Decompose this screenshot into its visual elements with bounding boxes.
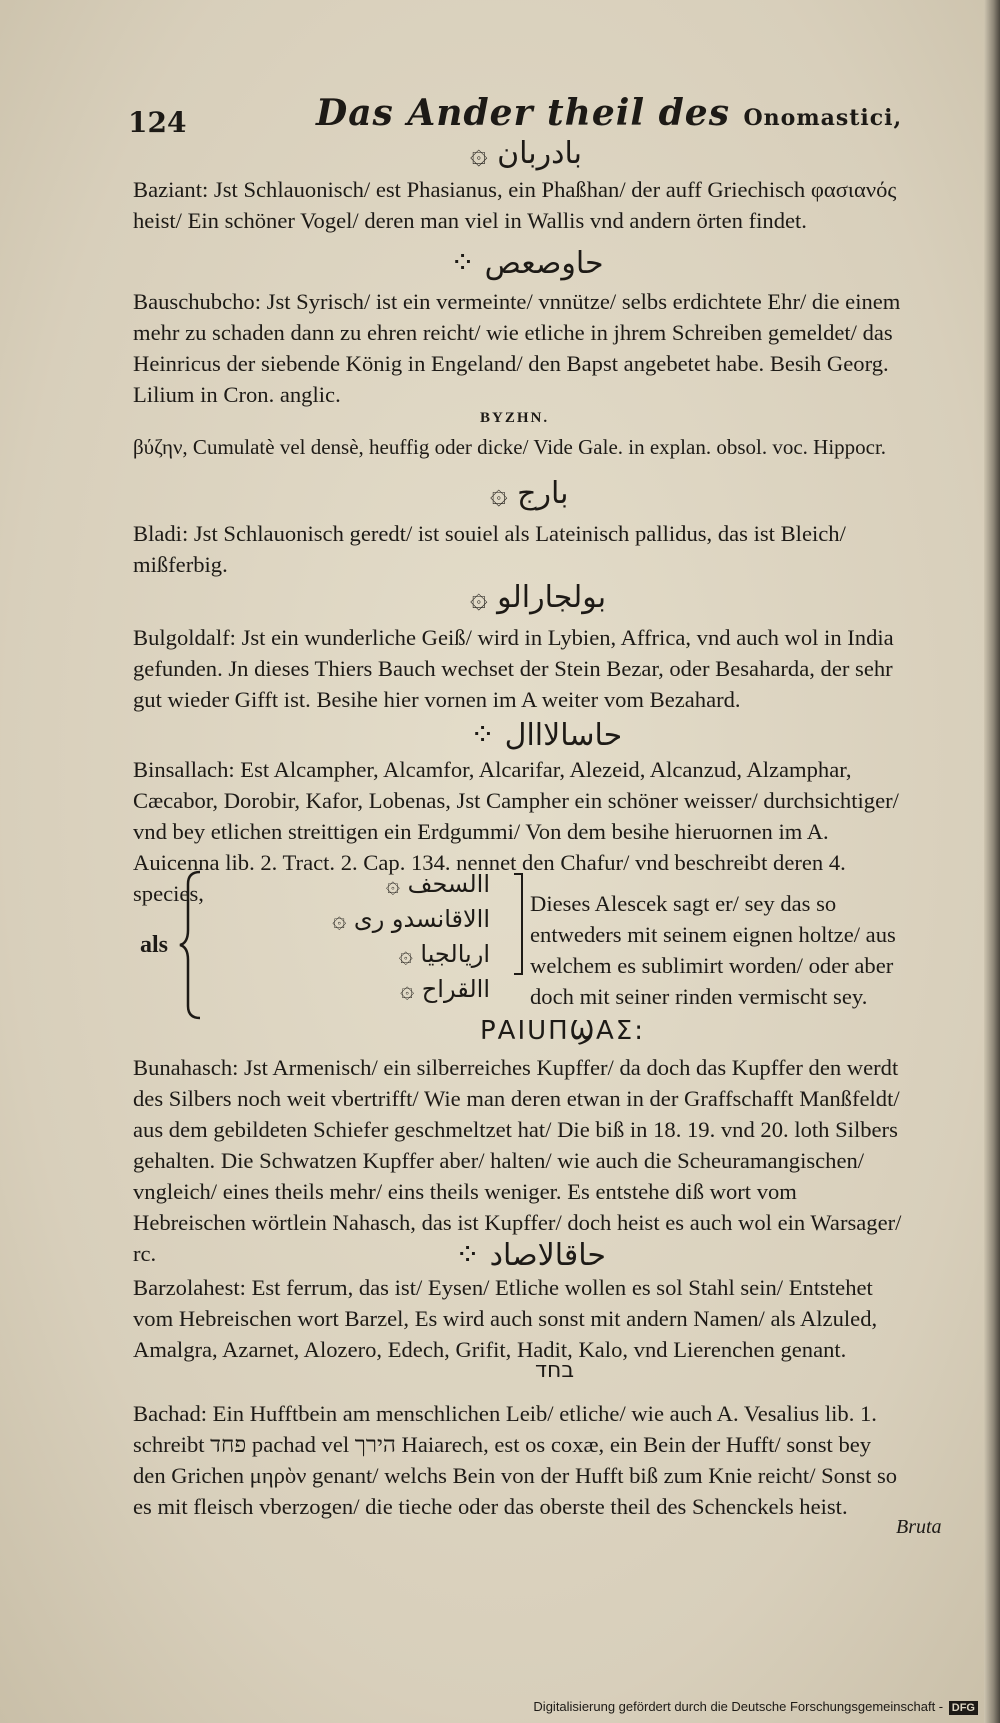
- headword-script-3: بارج ۞: [490, 476, 569, 511]
- page-number: 124: [128, 106, 187, 139]
- species-item: االاقانسدو ری ۞: [332, 905, 490, 933]
- species-item: اریالجیا ۞: [398, 940, 490, 968]
- entry-byzhn-head: ΒΥΖΗΝ.: [480, 410, 550, 426]
- headword-script-7: حاقالاصاد ⁘: [455, 1238, 606, 1273]
- headword-script-2: حاوصعص ⁘: [450, 246, 604, 281]
- headword-hebrew: בחד: [535, 1358, 575, 1383]
- running-title-main: Das Ander theil des: [316, 92, 730, 134]
- entry-bauschubcho: Bauschubcho: Jst Syrisch/ ist ein vermeinte/ vnnütze/ selbs erdichtete Ehr/ die einem mehr zu schaden dann zu ehren reicht/ wie etliche in jhrem Schreiben gemeldet/ das Heinricus der siebende König in Engeland/ den Bapst angebetet habe. Besih Georg. Lilium in Cron. anglic.: [133, 289, 901, 407]
- entry-barzolahest: Barzolahest: Est ferrum, das ist/ Eysen/ Etliche wollen es sol Stahl sein/ Entstehet vom Hebreischen wort Barzel, Es wird auch sonst mit andern Namen/ als Alzuled, Amalgra, Azarnet, Alozero, Edech, Grifit, Hadit, Kalo, vnd Lierenchen genant.: [133, 1275, 878, 1362]
- species-label: als: [140, 932, 169, 958]
- species-block: [140, 870, 910, 1020]
- headword-script-5: حاسالااال ⁘: [470, 718, 623, 753]
- entry-binsallach: Binsallach: Est Alcampher, Alcamfor, Alcarifar, Alezeid, Alcanzud, Alzamphar, Cæcabor, Dorobir, Kafor, Lobenas, Jst Campher ein schöner weisser/ durchsichtiger/ vnd bey etlichen streittigen ein Erdgummi/ Von dem besihe hieruornen im A. Auicenna lib. 2. Tract. 2. Cap. 134. nennet den Chafur/ vnd beschreibt deren 4. species,: [133, 757, 899, 906]
- entry-byzhn: βύζην, Cumulatè vel densè, heuffig oder dicke/ Vide Gale. in explan. obsol. voc. Hippocr.: [133, 435, 887, 459]
- entry-bulgoldalf: Bulgoldalf: Jst ein wunderliche Geiß/ wird in Lybien, Affrica, vnd auch wol in India gefunden. Jn dieses Thiers Bauch wechset der Stein Bezar, oder Besaharda, der sehr gut wieder Gifft ist. Besihe hier vornen im A weiter vom Bezahard.: [133, 625, 894, 712]
- digitization-credit: [533, 1699, 978, 1715]
- running-title-small: Onomastici,: [743, 105, 903, 131]
- left-brace-icon: [178, 870, 208, 1020]
- headword-script-1: بادربان ۞: [470, 136, 582, 171]
- species-item: االقراح ۞: [400, 975, 490, 1003]
- entry-baziant: Baziant: Jst Schlauonisch/ est Phasianus, ein Phaßhan/ der auff Griechisch φασιανός heist/ Ein schöner Vogel/ deren man viel in Wallis vnd andern örten findet.: [133, 177, 897, 233]
- catchword: Bruta: [896, 1516, 942, 1538]
- page-gutter-shadow: [984, 0, 1000, 1723]
- headword-script-4: بولجارالو ۞: [470, 580, 607, 615]
- dfg-logo: DFG: [949, 1701, 978, 1715]
- page-header: [128, 88, 903, 139]
- entry-bladi: Bladi: Jst Schlauonisch geredt/ ist souiel als Lateinisch pallidus, das ist Bleich/ mißferbig.: [133, 521, 846, 577]
- species-list: [210, 870, 510, 1010]
- running-title: [316, 92, 902, 134]
- right-bracket-icon: [512, 870, 526, 980]
- entry-bachad: Bachad: Ein Hufftbein am menschlichen Leib/ etliche/ wie auch A. Vesalius lib. 1. schreibt פחד pachad vel הירך Haiarech, est os coxæ, ein Bein der Hufft/ sonst bey den Grichen μηρὸν genant/ welchs Bein von der Hufft biß zum Knie reicht/ Sonst so es mit fleisch vberzogen/ die tieche oder das oberste theil des Schenckels heist.: [133, 1401, 898, 1519]
- entry-bunahasch: Bunahasch: Jst Armenisch/ ein silberreiches Kupffer/ da doch das Kupffer den werdt des Silbers noch weit vbertrifft/ Wie man deren etwan in der Graffschafft Manßfeldt/ aus dem gebildeten Schiefer geschmeltzet hat/ Die biß in 18. 19. vnd 20. loth Silbers gehalten. Die Schwatzen Kupffer aber/ halten/ wie auch die Scheuramangischen/ vngleich/ eines theils mehr/ eins theils weniger. Es entstehe diß wort vom Hebreischen wörtlein Nahasch, das ist Kupffer/ doch heist es auch wol ein Warsager/ rc.: [133, 1055, 902, 1266]
- headword-armenian: ΡΑΙՍΠϢΑΣ:: [480, 1016, 645, 1046]
- species-item: االسحف ۞: [385, 870, 490, 898]
- credit-text: Digitalisierung gefördert durch die Deutsche Forschungsgemeinschaft -: [533, 1699, 944, 1714]
- species-description: Dieses Alescek sagt er/ sey das so entweders mit seinem eignen holtze/ aus welchem es sublimirt worden/ oder aber doch mit seiner rinden vermischt sey.: [530, 891, 896, 1009]
